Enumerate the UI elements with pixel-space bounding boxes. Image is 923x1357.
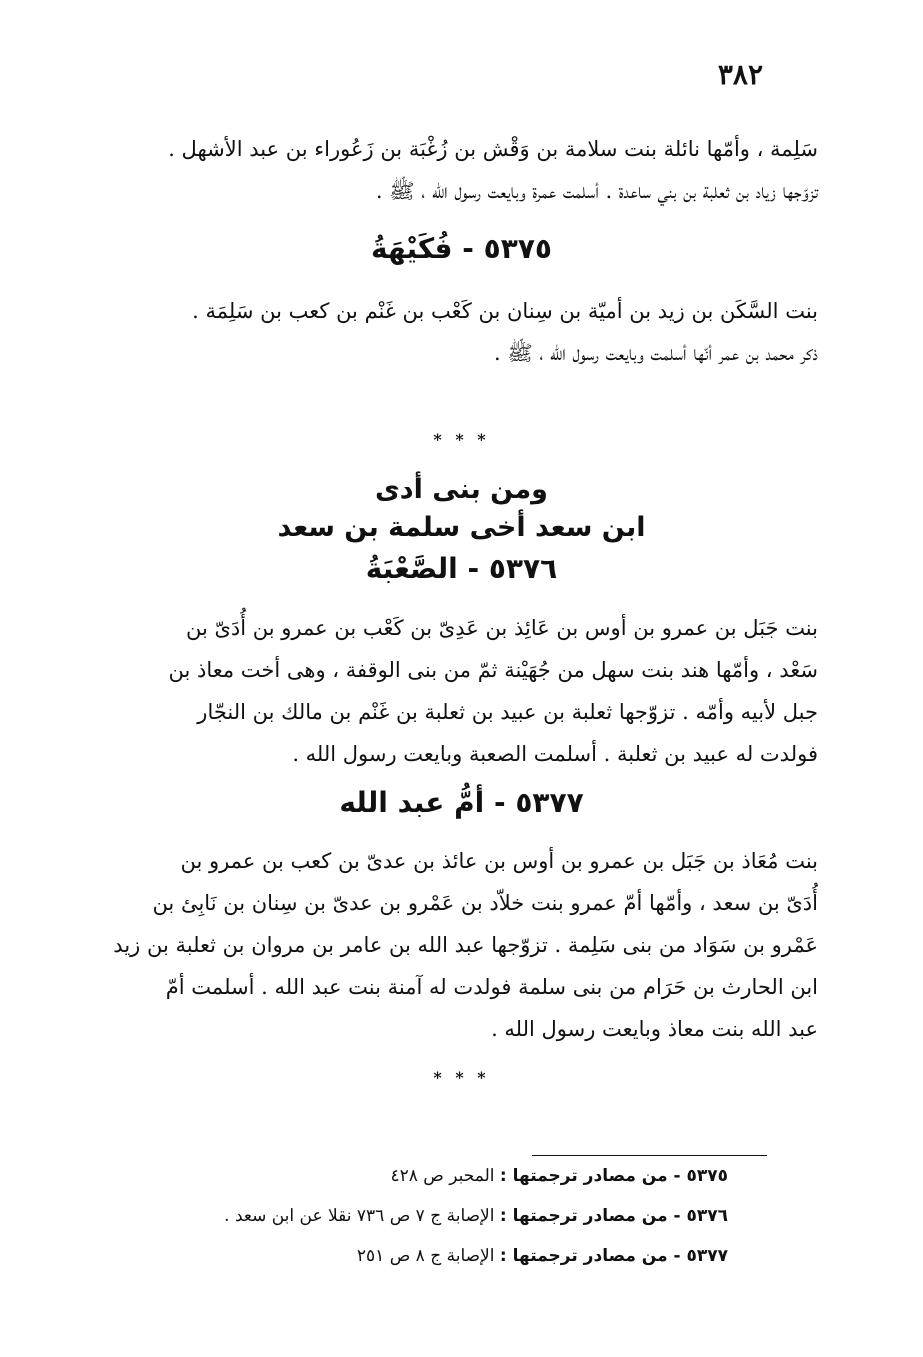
text-line: بنت جَبَل بن عمرو بن أوس بن عَائِذ بن عَدِىّ بن كَعْب بن عمرو بن أُدَىّ بن [185, 616, 818, 640]
text-line: بنت مُعَاذ بن جَبَل بن عمرو بن أوس بن عائذ بن عدىّ بن كعب بن عمرو بن [180, 849, 818, 873]
page-number: ٣٨٢ [717, 58, 763, 91]
text-line: عَمْرو بن سَوَاد من بنى سَلِمة . تزوّجها عبد الله بن عامر بن مروان بن ثعلبة بن زيد [113, 933, 818, 957]
footnote-5376 [224, 1206, 728, 1226]
text-line: ابن الحارث بن حَرَام من بنى سلمة فولدت له آمنة بنت عبد الله . أسلمت أمّ [165, 975, 818, 999]
text-line: فولدت له عبيد بن ثعلبة . أسلمت الصعبة وبايعت رسول الله . [292, 742, 818, 766]
entry-body-5376 [80, 607, 818, 775]
text-line: بنت السَّكَن بن زيد بن أميّة بن سِنان بن كَعْب بن غَنْم بن كعب بن سَلِمَة . [192, 299, 818, 323]
entry-body-5375 [80, 290, 818, 374]
footnote-key: ٥٣٧٦ - من مصادر ترجمتها : [499, 1206, 728, 1226]
footnote-text: المحبر ص ٤٢٨ [390, 1166, 500, 1186]
footnote-5377 [357, 1246, 728, 1266]
text-line: جبل لأبيه وأمّه . تزوّجها ثعلبة بن عبيد بن ثعلبة بن غَنْم بن مالك بن النجّار [197, 700, 818, 724]
footnote-key: ٥٣٧٧ - من مصادر ترجمتها : [499, 1246, 728, 1266]
text-line: ذكر محمد بن عمر أنّها أسلمت وبايعت رسول الله ، ﷺ . [493, 341, 818, 365]
text-line: أُدَىّ بن سعد ، وأمّها أمّ عمرو بنت خلاّد بن عَمْرو بن عدىّ بن سِنان بن نَابِئ بن [152, 891, 818, 915]
footnote-key: ٥٣٧٥ - من مصادر ترجمتها : [499, 1166, 728, 1186]
entry-body-5377 [80, 840, 818, 1050]
text-line: سَلِمة ، وأمّها نائلة بنت سلامة بن وَقْش بن زُغْبَة بن زَعُوراء بن عبد الأشهل . [168, 137, 818, 161]
entry-heading-5376: ٥٣٧٦ - الصَّعْبَةُ [365, 552, 558, 585]
footnote-5375 [391, 1166, 729, 1186]
text-line: عبد الله بنت معاذ وبايعت رسول الله . [491, 1017, 818, 1041]
text-line: سَعْد ، وأمّها هند بنت سهل من جُهَيْنة ثمّ من بنى الوقفة ، وهى أخت معاذ بن [168, 658, 818, 682]
section-divider: * * * [433, 430, 490, 449]
section-divider: * * * [433, 1068, 490, 1087]
entry-heading-5377: ٥٣٧٧ - أمُّ عبد الله [339, 786, 584, 819]
top-paragraph [80, 128, 818, 212]
section-subtitle: ابن سعد أخى سلمة بن سعد [277, 512, 646, 543]
footnote-text: الإصابة ج ٧ ص ٧٣٦ نقلا عن ابن سعد . [224, 1206, 500, 1226]
footnote-text: الإصابة ج ٨ ص ٢٥١ [356, 1246, 500, 1266]
footnote-separator [532, 1155, 767, 1156]
section-title: ومن بنى أدى [375, 474, 548, 505]
text-line: تزوّجها زياد بن ثعلبة بن بني ساعدة . أسلمت عمرة وبايعت رسول الله ، ﷺ . [375, 179, 818, 203]
entry-heading-5375: ٥٣٧٥ - فُكَيْهَةُ [371, 232, 552, 265]
